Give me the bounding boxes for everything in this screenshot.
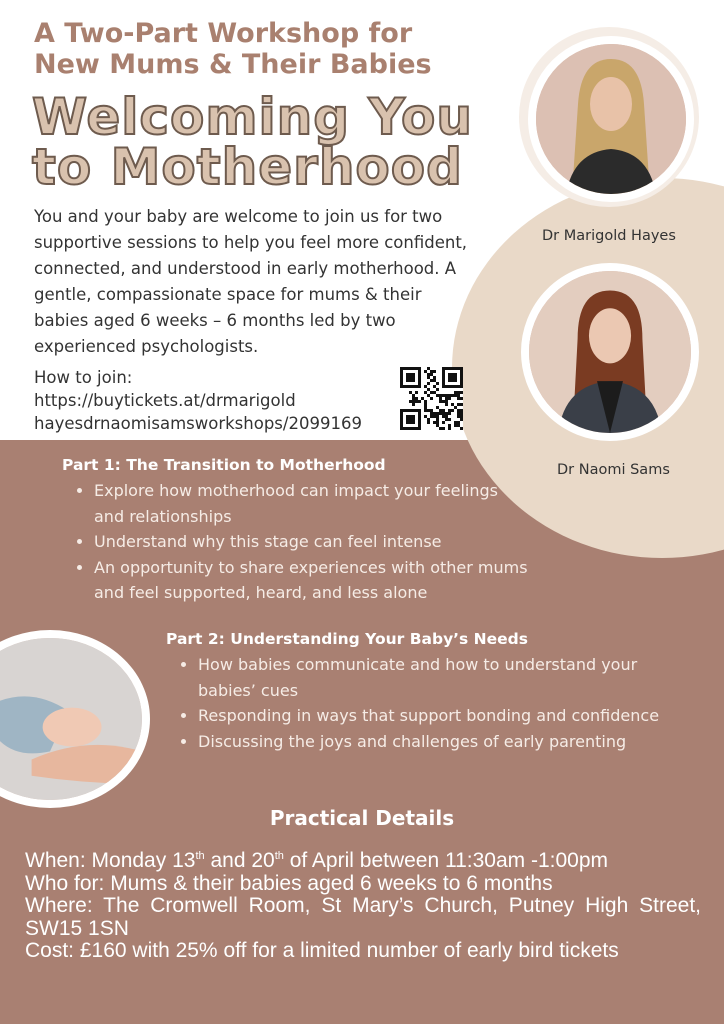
- list-item: • Explore how motherhood can impact your feelings and relationships: [94, 478, 532, 529]
- detail-where: Where: The Cromwell Room, St Mary’s Church, Putney High Street, SW15 1SN: [25, 894, 701, 940]
- how-to-join: [34, 366, 394, 435]
- intro-text: You and your baby are welcome to join us for two supportive sessions to help you feel more confident, connected, and understood in early motherhood. A gentle, compassionate space for mums & their babies aged 6 weeks – 6 months led by two experienced psychologists.: [34, 207, 468, 356]
- part-2-section: [166, 630, 676, 754]
- subtitle-line-2: New Mums & Their Babies: [34, 49, 432, 80]
- presenter-photo-marigold: [528, 36, 694, 202]
- join-label: How to join:: [34, 368, 133, 387]
- qr-code[interactable]: [400, 367, 463, 430]
- part-1-list: [62, 478, 532, 606]
- title-line-2: to Motherhood: [32, 138, 463, 196]
- list-item: • Responding in ways that support bonding and confidence: [198, 703, 676, 729]
- list-item: • An opportunity to share experiences with other mums and feel supported, heard, and less alone: [94, 555, 532, 606]
- title-line-1: Welcoming You: [32, 88, 474, 146]
- join-url-line-1[interactable]: https://buytickets.at/drmarigold: [34, 391, 296, 410]
- presenter-photo-naomi: [521, 263, 699, 441]
- presenter-name-marigold: Dr Marigold Hayes: [542, 228, 676, 244]
- part-2-list: [166, 652, 676, 754]
- list-item: • Understand why this stage can feel intense: [94, 529, 532, 555]
- join-url-line-2[interactable]: hayesdrnaomisamsworkshops/2099169: [34, 414, 362, 433]
- workshop-subtitle: [34, 18, 474, 80]
- detail-who: Who for: Mums & their babies aged 6 weeks to 6 months: [25, 871, 553, 895]
- detail-cost: Cost: £160 with 25% off for a limited number of early bird tickets: [25, 939, 619, 962]
- part-1-section: [62, 456, 532, 606]
- list-item: • Discussing the joys and challenges of early parenting: [198, 729, 676, 755]
- main-title: [32, 88, 502, 196]
- list-item: • How babies communicate and how to understand your babies’ cues: [198, 652, 676, 703]
- practical-details: [25, 850, 701, 963]
- detail-when: When: Monday 13th and 20th of April between 11:30am -1:00pm: [25, 849, 609, 872]
- part-1-title: Part 1: The Transition to Motherhood: [62, 456, 386, 474]
- presenter-name-naomi: Dr Naomi Sams: [557, 462, 670, 478]
- practical-details-title: Practical Details: [269, 806, 455, 830]
- subtitle-line-1: A Two-Part Workshop for: [34, 18, 413, 49]
- part-2-title: Part 2: Understanding Your Baby’s Needs: [166, 630, 528, 648]
